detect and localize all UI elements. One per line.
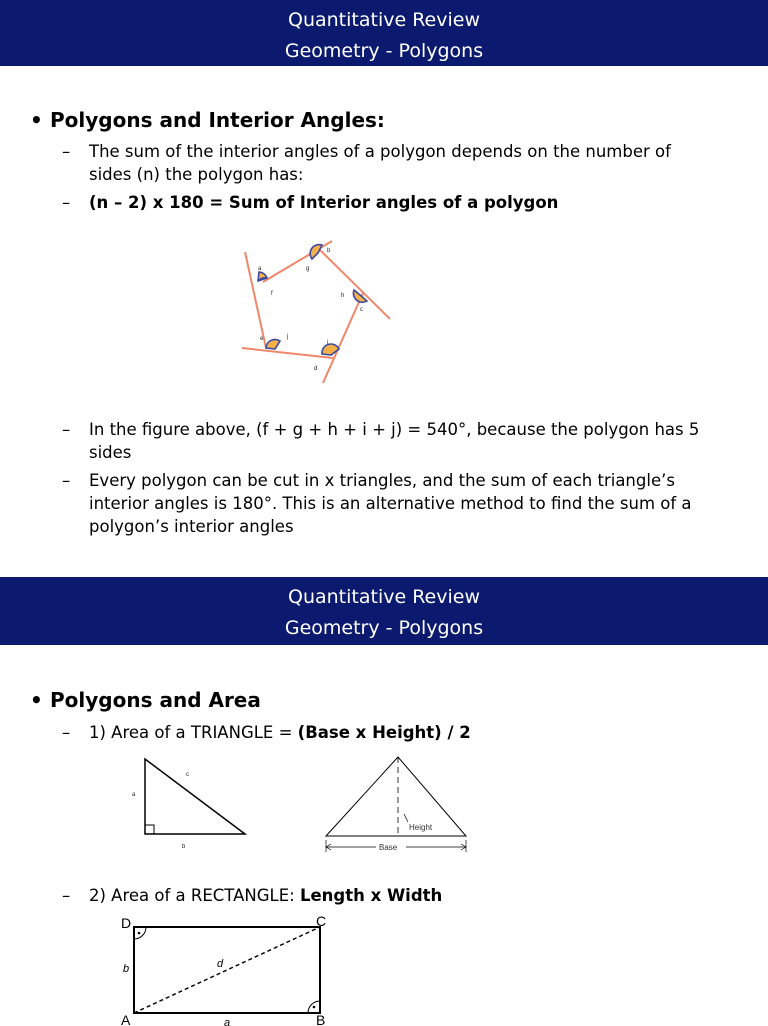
list-item-text: Every polygon can be cut in x triangles, and the sum of each triangle’s interior angles is 180°. This is an alternative method to find the sum of a polygon’s interior angles: [89, 471, 692, 536]
list-item: – Every polygon can be cut in x triangles, and the sum of each triangle’s interior angles is 180°. This is an alternative method to find the sum of a polygon’s interior angles: [62, 469, 712, 538]
bullet-label: Polygons and Area: [50, 688, 261, 712]
pentagon-figure: [238, 238, 398, 378]
list-item-text: In the figure above, (f + g + h + i + j) = 540°, because the polygon has 5 sides: [89, 420, 700, 462]
angle-label-i: i: [327, 340, 329, 346]
slide-header: [0, 577, 768, 645]
header-title: Quantitative Review: [288, 9, 480, 31]
diagonal-label-d: d: [217, 958, 224, 970]
bullet-heading: [30, 108, 385, 132]
list-item-text: 2) Area of a RECTANGLE:: [89, 886, 300, 905]
angle-label-h: h: [341, 293, 345, 299]
slide-1: [0, 0, 768, 66]
vertex-label-B: B: [316, 1012, 326, 1026]
header-subtitle: Geometry - Polygons: [284, 617, 484, 639]
side-label-a: a: [132, 792, 136, 798]
side-label-b: b: [123, 963, 130, 975]
formula-text: Length x Width: [299, 886, 443, 905]
formula-text: (Base x Height) / 2: [297, 723, 471, 742]
bullet-label: Polygons and Interior Angles:: [50, 108, 385, 132]
angle-label-b: b: [327, 248, 331, 254]
vertex-label-D: D: [121, 915, 132, 931]
right-triangle-figure: [128, 754, 258, 854]
vertex-label-A: A: [121, 1012, 131, 1026]
list-item: – 1) Area of a TRIANGLE = (Base x Height) / 2: [62, 723, 471, 742]
list-item: – The sum of the interior angles of a polygon depends on the number of sides (n) the polygon has:: [62, 140, 712, 186]
header-title: Quantitative Review: [288, 586, 480, 608]
list-item-text: 1) Area of a TRIANGLE =: [89, 723, 298, 742]
side-label-b: b: [182, 844, 186, 850]
base-label: Base: [379, 843, 398, 852]
slide-2: [0, 577, 768, 645]
list-item-text: The sum of the interior angles of a polygon depends on the number of sides (n) the polygon has:: [89, 142, 671, 184]
list-item: – 2) Area of a RECTANGLE: Length x Width: [62, 886, 443, 905]
height-label: Height: [409, 823, 433, 832]
bullet-dot: •: [30, 688, 43, 712]
angle-label-j: j: [287, 334, 289, 340]
slide-header: [0, 0, 768, 66]
formula-item: – (n – 2) x 180 = Sum of Interior angles of a polygon: [62, 191, 712, 214]
angle-label-d: d: [314, 366, 318, 372]
angle-label-a: a: [258, 266, 262, 272]
angle-label-g: g: [306, 266, 310, 272]
bullet-dot: •: [30, 108, 43, 132]
side-label-a: a: [224, 1017, 231, 1026]
angle-label-e: e: [260, 336, 264, 342]
isosceles-triangle-figure: [318, 754, 478, 854]
angle-label-c: c: [360, 307, 363, 313]
list-item: – In the figure above, (f + g + h + i + j) = 540°, because the polygon has 5 sides: [62, 418, 712, 464]
formula-text: (n – 2) x 180 = Sum of Interior angles of a polygon: [89, 193, 559, 212]
side-label-c: c: [186, 772, 189, 778]
vertex-label-C: C: [316, 913, 327, 929]
header-subtitle: Geometry - Polygons: [284, 40, 484, 62]
rectangle-figure: [118, 910, 348, 1026]
angle-label-f: f: [271, 291, 273, 297]
bullet-heading: [30, 688, 261, 712]
